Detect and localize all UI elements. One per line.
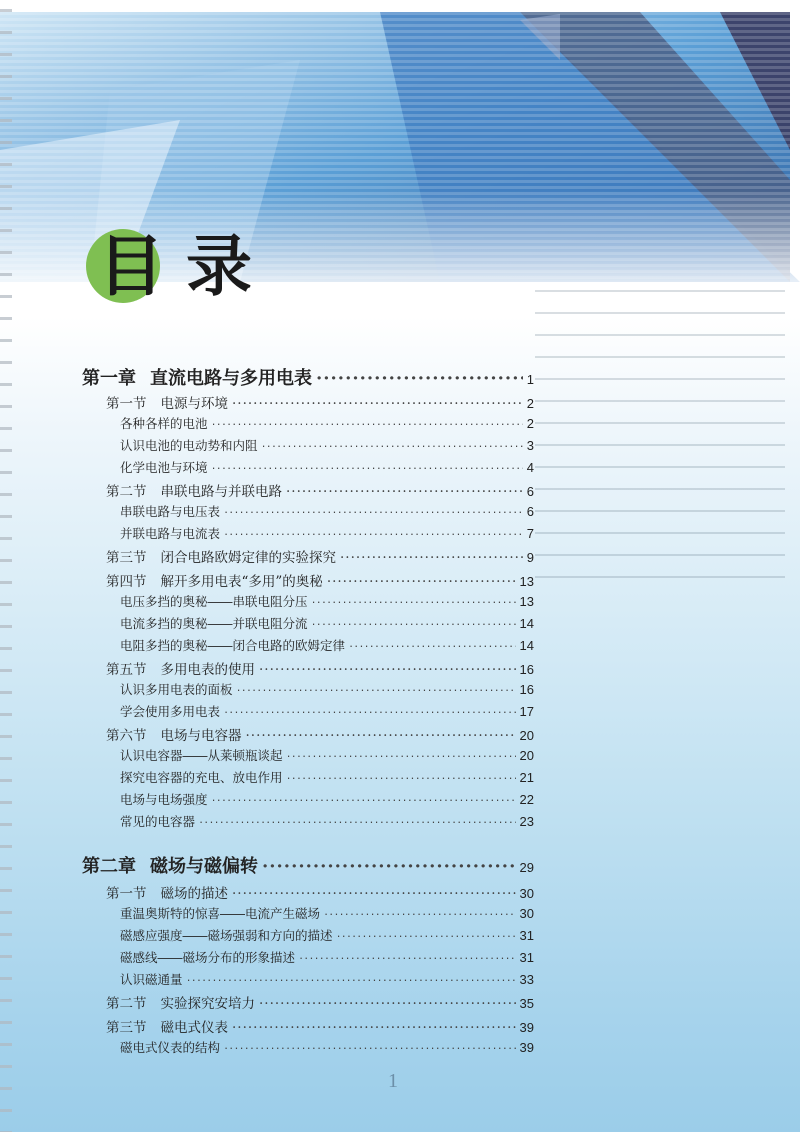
page-number: 14 [519,638,534,653]
leader-dots [262,856,516,877]
page-number: 20 [519,728,534,743]
leader-dots [312,617,516,631]
subsection-entry[interactable] [120,904,534,922]
leader-dots [212,793,516,807]
subsection-entry[interactable] [120,592,534,610]
page-number: 16 [519,682,534,697]
subsection-title: 串联电路与电压表 [120,505,221,519]
section-title: 电源与环境 [160,396,228,412]
leader-dots [232,1020,516,1036]
subsection-entry[interactable] [120,926,534,944]
leader-dots [337,929,516,943]
subsection-entry[interactable] [120,1038,534,1056]
page-title: 目录 [98,227,274,305]
subsection-title: 电阻多挡的奥秘——闭合电路的欧姆定律 [120,639,346,653]
leader-dots [224,705,516,719]
page-number: 9 [526,550,534,565]
section-label: 第四节 [106,574,147,590]
page-number-footer: 1 [388,1070,398,1092]
page-number: 33 [519,972,534,987]
leader-dots [212,461,523,475]
leader-dots [224,505,523,519]
page-number: 30 [519,886,534,901]
section-label: 第二节 [106,484,147,500]
leader-dots [262,439,523,453]
leader-dots [287,771,516,785]
section-title: 闭合电路欧姆定律的实验探究 [160,550,336,566]
subsection-title: 电场与电场强度 [120,793,208,807]
section-label: 第一节 [106,886,147,902]
page-number: 16 [519,662,534,677]
leader-dots [324,907,516,921]
leader-dots [286,484,523,500]
section-label: 第一节 [106,396,147,412]
subsection-title: 各种各样的电池 [120,417,208,431]
leader-dots [349,639,516,653]
subsection-entry[interactable] [120,680,534,698]
section-label: 第三节 [106,550,147,566]
page-number: 6 [526,504,534,519]
subsection-title: 认识磁通量 [120,973,183,987]
subsection-title: 探究电容器的充电、放电作用 [120,771,283,785]
leader-dots [246,728,516,744]
page-number: 2 [526,396,534,411]
section-entry[interactable] [106,724,534,744]
page-number: 29 [519,860,534,875]
leader-dots [224,527,523,541]
leader-dots [259,996,516,1012]
section-label: 第六节 [106,728,147,744]
page-number: 14 [519,616,534,631]
subsection-title: 电流多挡的奥秘——并联电阻分流 [120,617,308,631]
subsection-title: 认识多用电表的面板 [120,683,233,697]
section-entry[interactable] [106,1016,534,1036]
page-number: 22 [519,792,534,807]
subsection-entry[interactable] [120,502,534,520]
page-number: 30 [519,906,534,921]
section-entry[interactable] [106,480,534,500]
page-number: 31 [519,950,534,965]
leader-dots [287,749,516,763]
subsection-title: 磁感线——磁场分布的形象描述 [120,951,296,965]
subsection-title: 认识电池的电动势和内阻 [120,439,258,453]
subsection-entry[interactable] [120,746,534,764]
page-number: 4 [526,460,534,475]
subsection-title: 磁感应强度——磁场强弱和方向的描述 [120,929,333,943]
section-title: 磁电式仪表 [160,1020,228,1036]
leader-dots [340,550,523,566]
page-number: 2 [526,416,534,431]
subsection-title: 认识电容器——从莱顿瓶谈起 [120,749,283,763]
page-number: 13 [519,594,534,609]
subsection-title: 重温奥斯特的惊喜——电流产生磁场 [120,907,321,921]
leader-dots [232,396,523,412]
section-entry[interactable] [106,392,534,412]
section-entry[interactable] [106,658,534,678]
subsection-title: 学会使用多用电表 [120,705,221,719]
subsection-entry[interactable] [120,768,534,786]
page-number: 23 [519,814,534,829]
subsection-title: 并联电路与电流表 [120,527,221,541]
subsection-entry[interactable] [120,636,534,654]
leader-dots [212,417,523,431]
binding-edge [0,0,12,1132]
chapter-1-entry[interactable] [82,364,534,390]
leader-dots [187,973,516,987]
page-number: 21 [519,770,534,785]
bleed-through-text [535,270,785,620]
section-title: 多用电表的使用 [160,662,255,678]
subsection-entry[interactable] [120,948,534,966]
page-number: 20 [519,748,534,763]
page-number: 17 [519,704,534,719]
chapter-label: 第二章 [82,856,136,877]
subsection-entry[interactable] [120,414,534,432]
subsection-entry[interactable] [120,524,534,542]
section-title: 电场与电容器 [160,728,242,744]
page-number: 6 [526,484,534,499]
leader-dots [299,951,516,965]
section-entry[interactable] [106,882,534,902]
section-entry[interactable] [106,570,534,590]
section-label: 第五节 [106,662,147,678]
subsection-title: 电压多挡的奥秘——串联电阻分压 [120,595,308,609]
page-number: 1 [526,372,534,387]
chapter-2-entry[interactable] [82,852,534,878]
section-title: 串联电路与并联电路 [160,484,282,500]
subsection-entry[interactable] [120,812,534,830]
leader-dots [327,574,516,590]
leader-dots [199,815,516,829]
page-number: 31 [519,928,534,943]
section-title: 解开多用电表“多用”的奥秘 [160,574,323,590]
leader-dots [237,683,516,697]
section-label: 第二节 [106,996,147,1012]
leader-dots [224,1041,516,1055]
page-number: 39 [519,1020,534,1035]
chapter-title: 磁场与磁偏转 [150,856,258,877]
subsection-entry[interactable] [120,436,534,454]
subsection-title: 磁电式仪表的结构 [120,1041,221,1055]
section-title: 实验探究安培力 [160,996,255,1012]
subsection-title: 化学电池与环境 [120,461,208,475]
subsection-title: 常见的电容器 [120,815,196,829]
subsection-entry[interactable] [120,458,534,476]
page-number: 13 [519,574,534,589]
page-number: 3 [526,438,534,453]
chapter-title: 直流电路与多用电表 [150,368,312,389]
leader-dots [259,662,516,678]
page-number: 35 [519,996,534,1011]
subsection-entry[interactable] [120,614,534,632]
chapter-label: 第一章 [82,368,136,389]
leader-dots [316,368,523,389]
subsection-entry[interactable] [120,790,534,808]
section-label: 第三节 [106,1020,147,1036]
subsection-entry[interactable] [120,970,534,988]
page-number: 39 [519,1040,534,1055]
leader-dots [312,595,516,609]
section-entry[interactable] [106,992,534,1012]
leader-dots [232,886,516,902]
page-number: 7 [526,526,534,541]
section-entry[interactable] [106,546,534,566]
subsection-entry[interactable] [120,702,534,720]
section-title: 磁场的描述 [160,886,228,902]
